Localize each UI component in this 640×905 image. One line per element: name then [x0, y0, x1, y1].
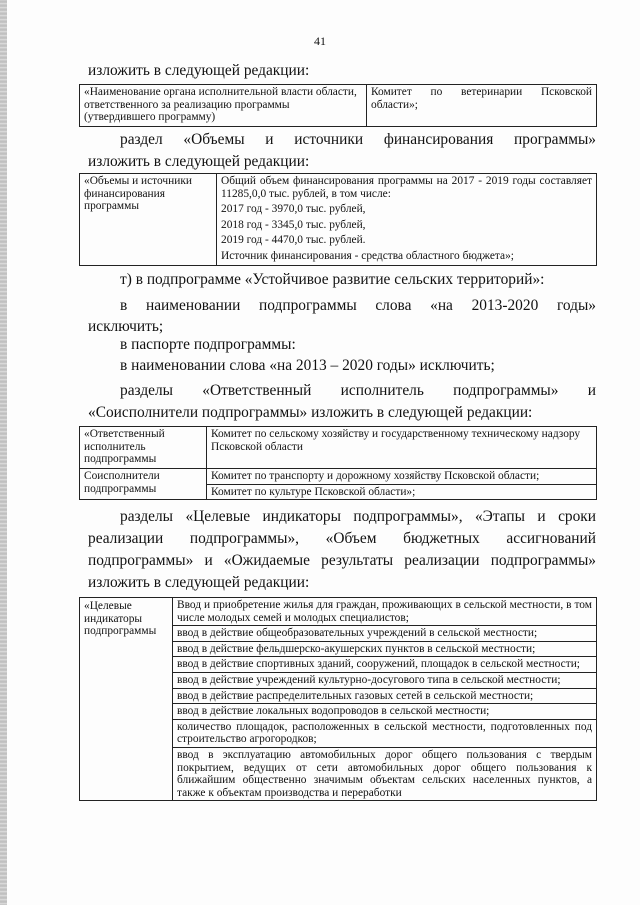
paragraph-sections-responsible: разделы «Ответственный исполнитель подпрограммы» и — [120, 382, 596, 399]
indicator-agrotowns: количество площадок, расположенных в сельской местности, подготовленных под строительство агрогородков; — [173, 720, 596, 748]
paragraph-exclude: исключить; — [88, 318, 164, 335]
paragraph-subprogram-t: т) в подпрограмме «Устойчивое развитие сельских территорий»: — [120, 271, 545, 288]
table-financing — [79, 173, 597, 266]
table-target-indicators — [79, 597, 597, 801]
paragraph-sections-coexecutors: «Соисполнители подпрограммы» изложить в следующей редакции: — [88, 404, 533, 421]
paragraph-section-volumes: раздел «Объемы и источники финансирования программы» — [120, 131, 596, 148]
financing-2018: 2018 год - 3345,0 тыс. рублей, — [221, 218, 366, 231]
table-cell-right: Комитет по сельскому хозяйству и государственному техническому надзору Псковской области — [207, 427, 597, 469]
table-executors — [79, 426, 597, 500]
table-row — [80, 427, 597, 469]
table-cell-right — [217, 174, 597, 266]
paragraph-name-words: в наименовании подпрограммы слова «на 2013-2020 годы» — [120, 297, 596, 314]
indicator-culture: ввод в действие учреждений культурно-досугового типа в сельской местности; — [173, 673, 596, 689]
indicator-sports: ввод в действие спортивных зданий, сооружений, площадок в сельской местности; — [173, 657, 596, 673]
financing-total: Общий объем финансирования программы на 2017 - 2019 годы составляет 11285,0,0 тыс. рублей, в том числе: — [221, 175, 592, 200]
indicator-gas: ввод в действие распределительных газовых сетей в сельской местности; — [173, 689, 596, 705]
table-row — [80, 85, 597, 127]
table-cell-right — [207, 469, 597, 500]
indicator-water: ввод в действие локальных водопроводов в сельской местности; — [173, 704, 596, 720]
table-cell-right: Комитет по ветеринарии Псковской области»; — [367, 85, 597, 127]
paragraph-intro-1: изложить в следующей редакции: — [88, 62, 310, 79]
table-cell-left: «Объемы и источники финансирования программы — [80, 174, 217, 266]
coexecutor-culture: Комитет по культуре Псковской области»; — [211, 485, 416, 498]
table-responsible-body — [79, 84, 597, 127]
paragraph-intro-2: изложить в следующей редакции: — [88, 153, 310, 170]
table-cell-left: «Наименование органа исполнительной власти области, ответственного за реализацию программы (утвердившего программу) — [80, 85, 367, 127]
table-row — [80, 174, 597, 266]
financing-2019: 2019 год - 4470,0 тыс. рублей. — [221, 234, 366, 247]
page-number: 41 — [314, 34, 326, 48]
indicator-roads: ввод в эксплуатацию автомобильных дорог общего пользования с твердым покрытием, ведущих от сети автомобильных дорог общего пользования к ближайшим общественно значимым объектам сельских населенных пунктов, а также к объектам производства и переработки — [177, 748, 592, 799]
paragraph-sections-indicators: разделы «Целевые индикаторы подпрограммы», «Этапы и сроки — [120, 508, 596, 525]
table-row — [80, 598, 597, 801]
table-cell-left: «Ответственный исполнитель подпрограммы — [80, 427, 207, 469]
table-cell-left: «Целевые индикаторы подпрограммы — [80, 598, 173, 801]
table-row — [80, 469, 597, 500]
coexecutor-transport: Комитет по транспорту и дорожному хозяйству Псковской области; — [207, 469, 596, 485]
paragraph-name-years: в наименовании слова «на 2013 – 2020 годы» исключить; — [120, 357, 495, 374]
financing-source: Источник финансирования - средства областного бюджета»; — [221, 249, 514, 262]
table-cell-left: Соисполнители подпрограммы — [80, 469, 207, 500]
financing-2017: 2017 год - 3970,0 тыс. рублей, — [221, 203, 366, 216]
paragraph-intro-3: изложить в следующей редакции: — [88, 574, 310, 591]
indicator-medical: ввод в действие фельдшерско-акушерских пунктов в сельской местности; — [173, 642, 596, 658]
table-cell-right — [173, 598, 597, 801]
indicator-schools: ввод в действие общеобразовательных учреждений в сельской местности; — [173, 626, 596, 642]
paragraph-sections-stages: реализации подпрограммы», «Объем бюджетных ассигнований — [88, 530, 596, 547]
paragraph-sections-results: подпрограммы» и «Ожидаемые результаты реализации подпрограммы» — [88, 552, 596, 569]
paragraph-passport: в паспорте подпрограммы: — [120, 336, 296, 353]
indicator-housing: Ввод и приобретение жилья для граждан, проживающих в сельской местности, в том числе молодых семей и молодых специалистов; — [173, 598, 596, 626]
binder-edge — [0, 0, 7, 905]
